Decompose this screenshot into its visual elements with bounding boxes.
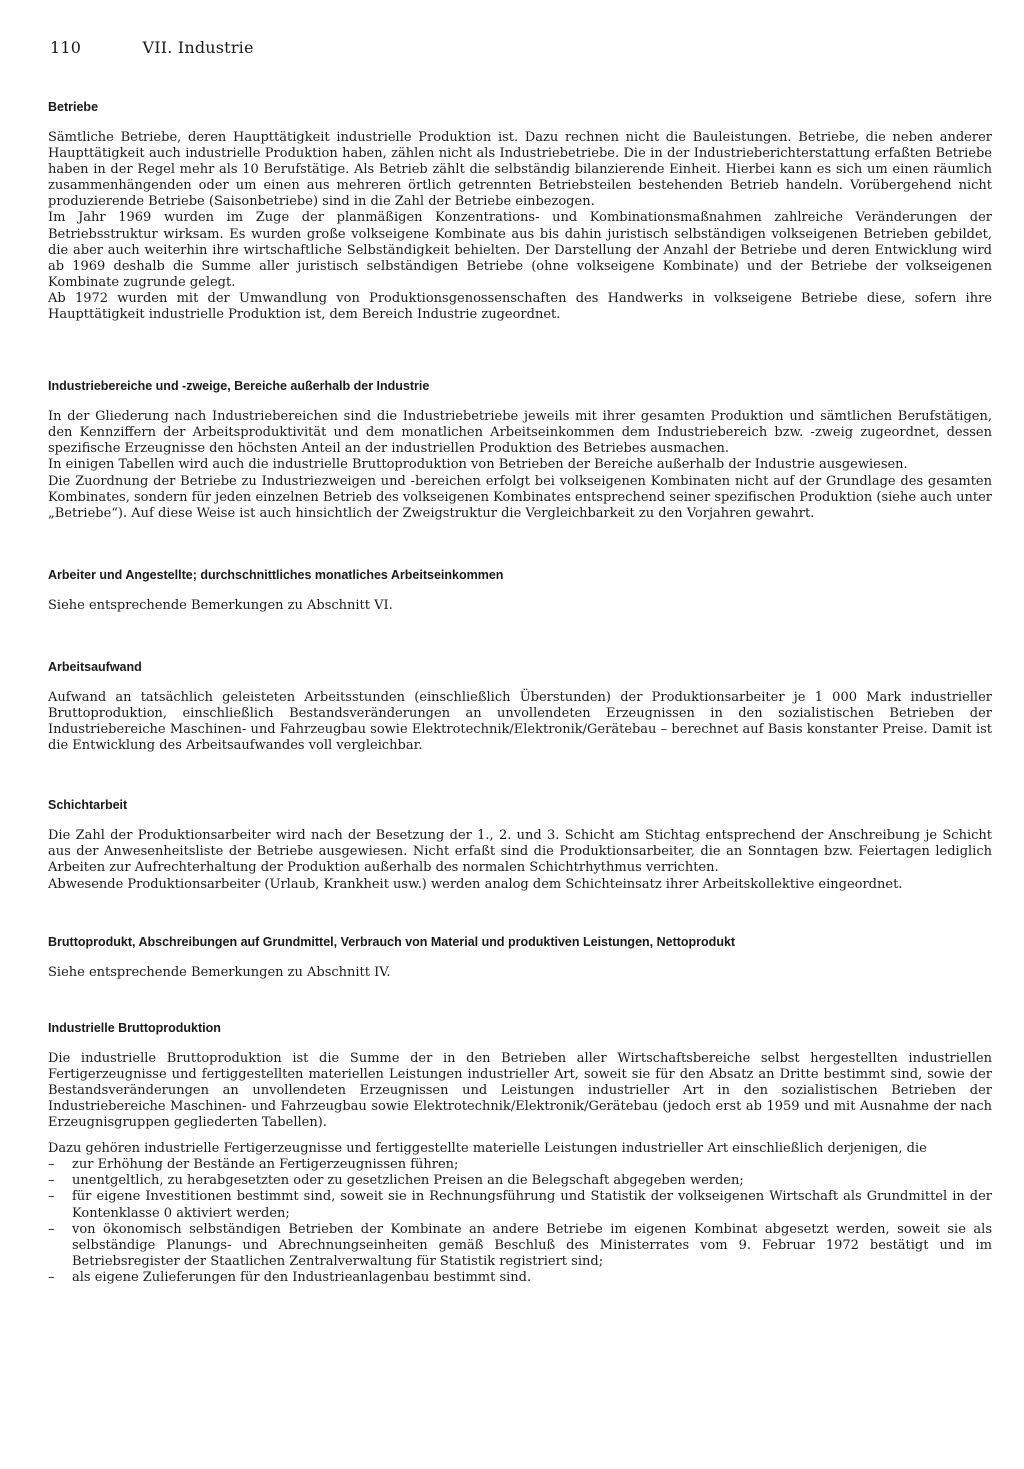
paragraph: Sämtliche Betriebe, deren Haupttätigkeit industrielle Produktion ist. Dazu rechnen nicht die Bauleistungen. Betriebe, die neben anderer Haupttätigkeit auch industrielle Produktion haben, zählen nicht als Industriebetriebe. Die in der Industrieberichterstattung erfaßten Betriebe haben in der Regel mehr als 10 Berufstätige. Als Betrieb zählt die selbständig bilanzierende Einheit. Hierbei kann es sich um einen räumlich zusammenhängenden oder um einen aus mehreren örtlich getrennten Betriebsteilen bestehenden Betrieb handeln. Vorübergehend nicht produzierende Betriebe (Saisonbetriebe) sind in die Zahl der Betriebe einbezogen. [48,130,992,210]
list-item-text: von ökonomisch selbständigen Betrieben der Kombinate an andere Betriebe im eigenen Kombinat abgesetzt werden, soweit sie als selbständige Planungs- und Abrechnungseinheiten gemäß Beschluß des Ministerrates vom 9. Februar 1972 bestätigt und im Betriebsregister der Staatlichen Zentralverwaltung für Statistik registriert sind; [72,1221,992,1269]
paragraph: Siehe entsprechende Bemerkungen zu Abschnitt IV. [48,964,391,980]
section-industrielle-bruttoproduktion [48,1021,992,1286]
list-intro: Dazu gehören industrielle Fertigerzeugnisse und fertiggestellte materielle Leistungen industrieller Art einschließlich derjenigen, die [48,1141,927,1157]
paragraph: Im Jahr 1969 wurden im Zuge der planmäßigen Konzentrations- und Kombinationsmaßnahmen zahlreiche Veränderungen der Betriebsstruktur wirksam. Es wurden große volkseigene Kombinate aus bis dahin juristisch selbständigen volkseigenen Betrieben gebildet, die aber auch weiterhin ihre wirtschaftliche Selbständigkeit behielten. Der Darstellung der Anzahl der Betriebe und deren Entwicklung wird ab 1969 deshalb die Summe aller juristisch selbständigen Betriebe (ohne volkseigene Kombinate) und der Betriebe der volkseigenen Kombinate zugrunde gelegt. [48,210,992,290]
list-item [48,1270,992,1286]
list-item-text: zur Erhöhung der Bestände an Fertigerzeugnissen führen; [72,1157,459,1173]
paragraph: Die Zuordnung der Betriebe zu Industriezweigen und -bereichen erfolgt bei volkseigenen Kombinaten nicht auf der Grundlage des gesamten Kombinates, sondern für jeden einzelnen Betrieb des volkseigenen Kombinates entsprechend seiner spezifischen Produktion (siehe auch unter „Betriebe“). Auf diese Weise ist auch hinsichtlich der Zweigstruktur die Vergleichbarkeit zu den Vorjahren gewahrt. [48,473,992,521]
chapter-title: VII. Industrie [142,38,254,57]
section-arbeitsaufwand [48,660,992,754]
paragraph: In einigen Tabellen wird auch die industrielle Bruttoproduktion von Betrieben der Bereiche außerhalb der Industrie ausgewiesen. [48,457,908,473]
page-number: 110 [50,38,82,57]
list-item [48,1189,992,1221]
section-heading: Betriebe [48,100,99,114]
paragraph: Siehe entsprechende Bemerkungen zu Abschnitt VI. [48,597,393,613]
paragraph: Ab 1972 wurden mit der Umwandlung von Produktionsgenossenschaften des Handwerks in volkseigene Betriebe diese, sofern ihre Haupttätigkeit industrielle Produktion ist, dem Bereich Industrie zugeordnet. [48,290,992,323]
section-heading: Schichtarbeit [48,798,128,813]
dash-marker: – [48,1189,55,1205]
section-heading: Industriebereiche und -zweige, Bereiche außerhalb der Industrie [48,379,430,394]
section-betriebe [48,100,992,323]
section-industriebereiche [48,379,992,522]
section-arbeiter-angestellte [48,568,992,614]
section-heading: Arbeiter und Angestellte; durchschnittliches monatliches Arbeitseinkommen [48,567,504,582]
list-item [48,1173,992,1189]
section-schichtarbeit [48,798,992,892]
paragraph: Abwesende Produktionsarbeiter (Urlaub, Krankheit usw.) werden analog dem Schichteinsatz ihrer Arbeitskollektive eingeordnet. [48,876,903,892]
section-heading: Bruttoprodukt, Abschreibungen auf Grundmittel, Verbrauch von Material und produktiven Leistungen, Nettoprodukt [48,934,736,949]
list-item [48,1222,992,1270]
section-heading: Industrielle Bruttoproduktion [48,1020,221,1035]
list-item-text: als eigene Zulieferungen für den Industrieanlagenbau bestimmt sind. [72,1269,532,1285]
running-head [50,38,254,57]
dash-marker: – [48,1221,55,1237]
list-item [48,1157,992,1173]
dash-marker: – [48,1157,55,1173]
paragraph: In der Gliederung nach Industriebereichen sind die Industriebetriebe jeweils mit ihrer gesamten Produktion und sämtlichen Berufstätigen, den Kennziffern der Arbeitsproduktivität und dem monatlichen Arbeitseinkommen dem Industriebereich bzw. -zweig zugeordnet, dessen spezifische Erzeugnisse den höchsten Anteil an der industriellen Produktion des Betriebes ausmachen. [48,409,992,457]
paragraph: Aufwand an tatsächlich geleisteten Arbeitsstunden (einschließlich Überstunden) der Produktionsarbeiter je 1 000 Mark industrieller Bruttoproduktion, einschließlich Bestandsveränderungen an unvollendeten Erzeugnissen in den sozialistischen Betrieben der Industriebereiche Maschinen- und Fahrzeugbau sowie Elektrotechnik/Elektronik/Gerätebau – berechnet auf Basis konstanter Preise. Damit ist die Entwicklung des Arbeitsaufwandes voll vergleichbar. [48,689,992,754]
dash-marker: – [48,1269,55,1285]
list-item-text: für eigene Investitionen bestimmt sind, soweit sie in Rechnungsführung und Statistik der volkseigenen Wirtschaft als Grundmittel in der Kontenklasse 0 aktiviert werden; [72,1189,992,1221]
list-item-text: unentgeltlich, zu herabgesetzten oder zu gesetzlichen Preisen an die Belegschaft abgegeben werden; [72,1173,744,1189]
section-heading: Arbeitsaufwand [48,659,142,674]
dash-list [48,1157,992,1286]
paragraph: Die industrielle Bruttoproduktion ist die Summe der in den Betrieben aller Wirtschaftsbereiche selbst hergestellten industriellen Fertigerzeugnisse und fertiggestellten materiellen Leistungen industrieller Art, soweit sie für den Absatz an Dritte bestimmt sind, sowie der Bestandsveränderungen an unvollendeten Erzeugnissen und Leistungen industrieller Art in den sozialistischen Betrieben der Industriebereiche Maschinen- und Fahrzeugbau sowie Elektrotechnik/Elektronik/Gerätebau (jedoch erst ab 1959 und mit Ausnahme der nach Erzeugnisgruppen gegliederten Tabellen). [48,1050,992,1131]
paragraph: Die Zahl der Produktionsarbeiter wird nach der Besetzung der 1., 2. und 3. Schicht am Stichtag entsprechend der Anschreibung je Schicht aus der Anwesenheitsliste der Betriebe ausgewiesen. Nicht erfaßt sind die Produktionsarbeiter, die an Sonntagen bzw. Feiertagen lediglich Arbeiten zur Aufrechterhaltung der Produktion außerhalb des normalen Schichtrhythmus verrichten. [48,828,992,876]
dash-marker: – [48,1173,55,1189]
page-content [48,100,992,1286]
section-nettoprodukt [48,935,992,981]
